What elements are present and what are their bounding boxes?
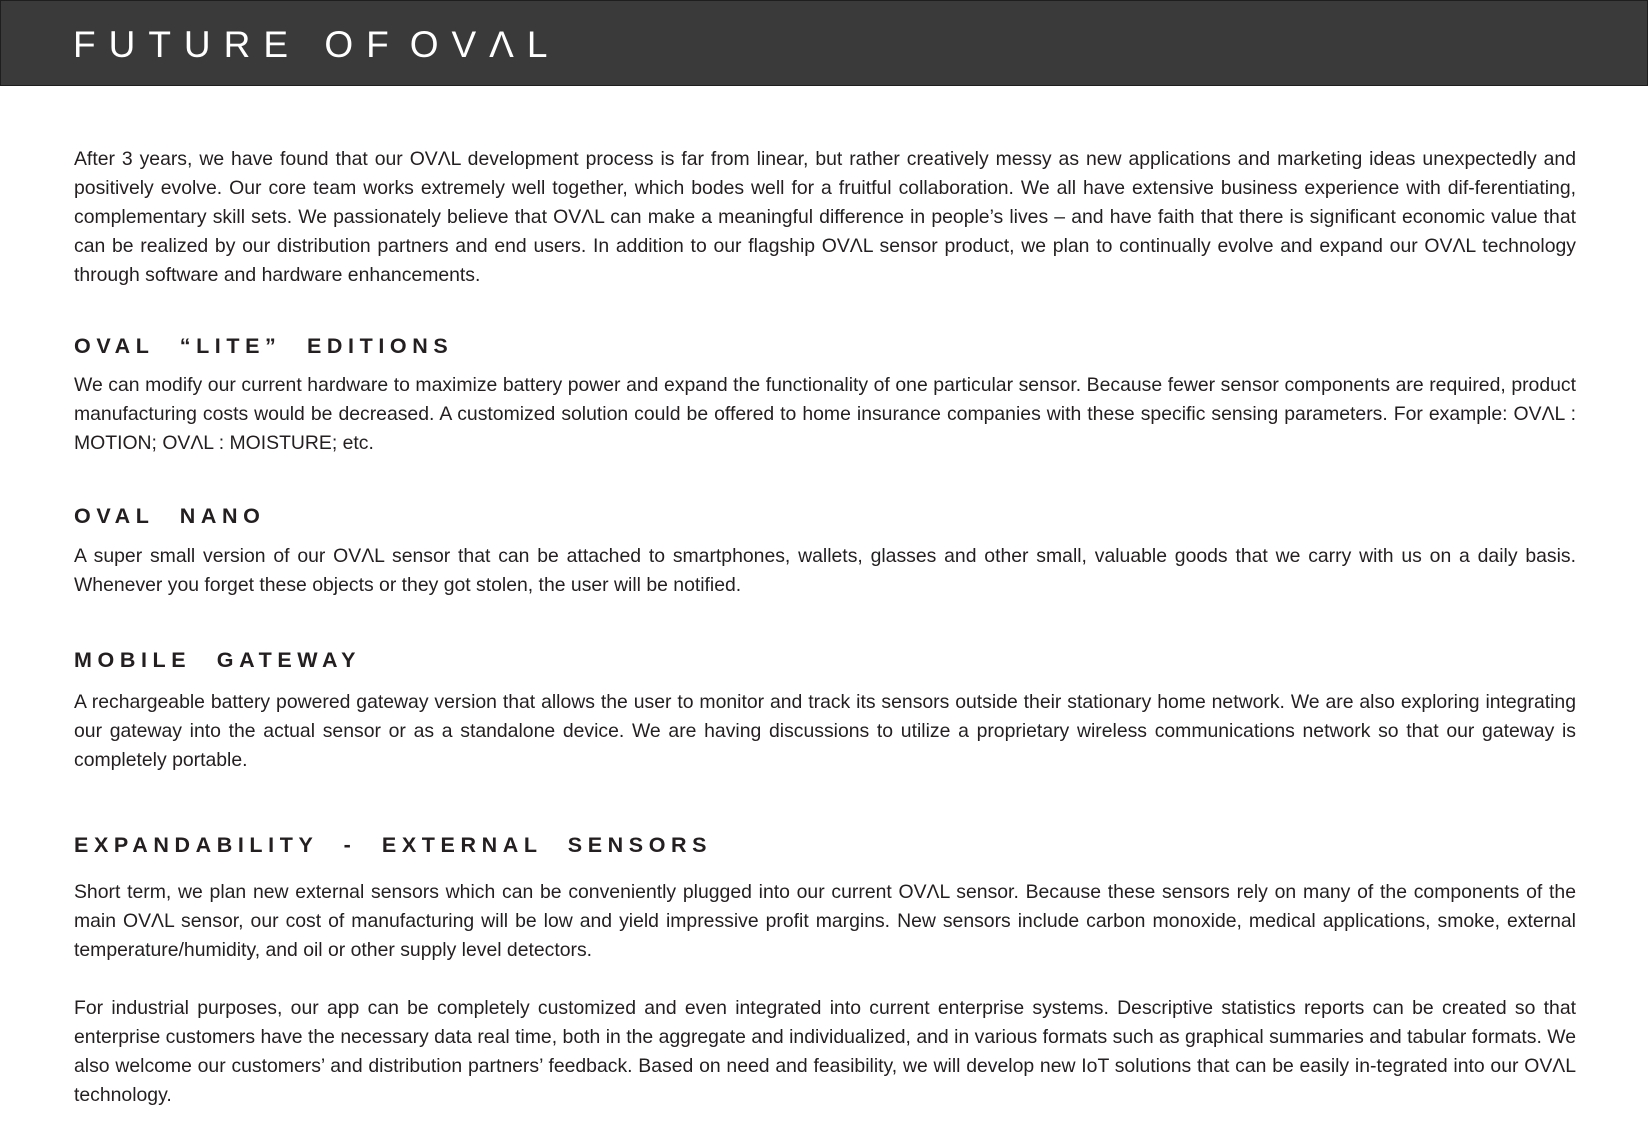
- section-paragraph-lite-editions: We can modify our current hardware to maximize battery power and expand the functionality of one particular sensor. Because fewer sensor components are required, product manufacturing costs would be decreased. A customized solution could be offered to home insurance companies with these specific sensing parameters. For example: ΟVΛL : MOTION; ΟVΛL : MOISTURE; etc.: [74, 374, 1576, 454]
- section-paragraph-expandability-1: Short term, we plan new external sensors which can be conveniently plugged into our current ΟVΛL sensor. Because these sensors rely on many of the components of the main ΟVΛL sensor, our cost of manufacturing will be low and yield impressive profit margins. New sensors include carbon monoxide, medical applications, smoke, external temperature/humidity, and oil or other supply level detectors.: [74, 881, 1576, 961]
- page-title: [73, 23, 560, 67]
- section-heading-lite-editions: OVAL “LITE” EDITIONS: [74, 334, 454, 358]
- section-paragraph-nano: A super small version of our ΟVΛL sensor that can be attached to smartphones, wallets, glasses and other small, valuable goods that we carry with us on a daily basis. Whenever you forget these objects or they got stolen, the user will be notified.: [74, 545, 1576, 596]
- brand-logo-text: ΟVΛL: [409, 24, 561, 65]
- document-body: [74, 145, 1576, 1110]
- section-paragraph-mobile-gateway: A rechargeable battery powered gateway version that allows the user to monitor and track its sensors outside their stationary home network. We are also exploring integrating our gateway into the actual sensor or as a standalone device. We are having discussions to utilize a proprietary wireless communications network so that our gateway is completely portable.: [74, 691, 1576, 771]
- section-paragraph-expandability-2: For industrial purposes, our app can be completely customized and even integrated into current enterprise systems. Descriptive statistics reports can be created so that enterprise customers have the necessary data real time, both in the aggregate and individualized, and in various formats such as graphical summaries and tabular formats. We also welcome our customers’ and distribution partners’ feedback. Based on need and feasibility, we will develop new IoT solutions that can be easily in-tegrated into our ΟVΛL technology.: [74, 997, 1576, 1106]
- intro-paragraph: After 3 years, we have found that our ΟVΛL development process is far from linear, but rather creatively messy as new applications and marketing ideas unexpectedly and positively evolve. Our core team works extremely well together, which bodes well for a fruitful collaboration. We all have extensive business experience with dif-ferentiating, complementary skill sets. We passionately believe that ΟVΛL can make a meaningful difference in people’s lives – and have faith that there is significant economic value that can be realized by our distribution partners and end users. In addition to our flagship ΟVΛL sensor product, we plan to continually evolve and expand our ΟVΛL technology through software and hardware enhancements.: [74, 148, 1576, 286]
- section-heading-nano: OVAL NANO: [74, 504, 266, 528]
- page-title-prefix: FUTURE OF: [73, 24, 402, 65]
- page-header: [0, 0, 1648, 86]
- section-heading-mobile-gateway: MOBILE GATEWAY: [74, 648, 362, 672]
- section-heading-expandability: EXPANDABILITY - EXTERNAL SENSORS: [74, 833, 713, 857]
